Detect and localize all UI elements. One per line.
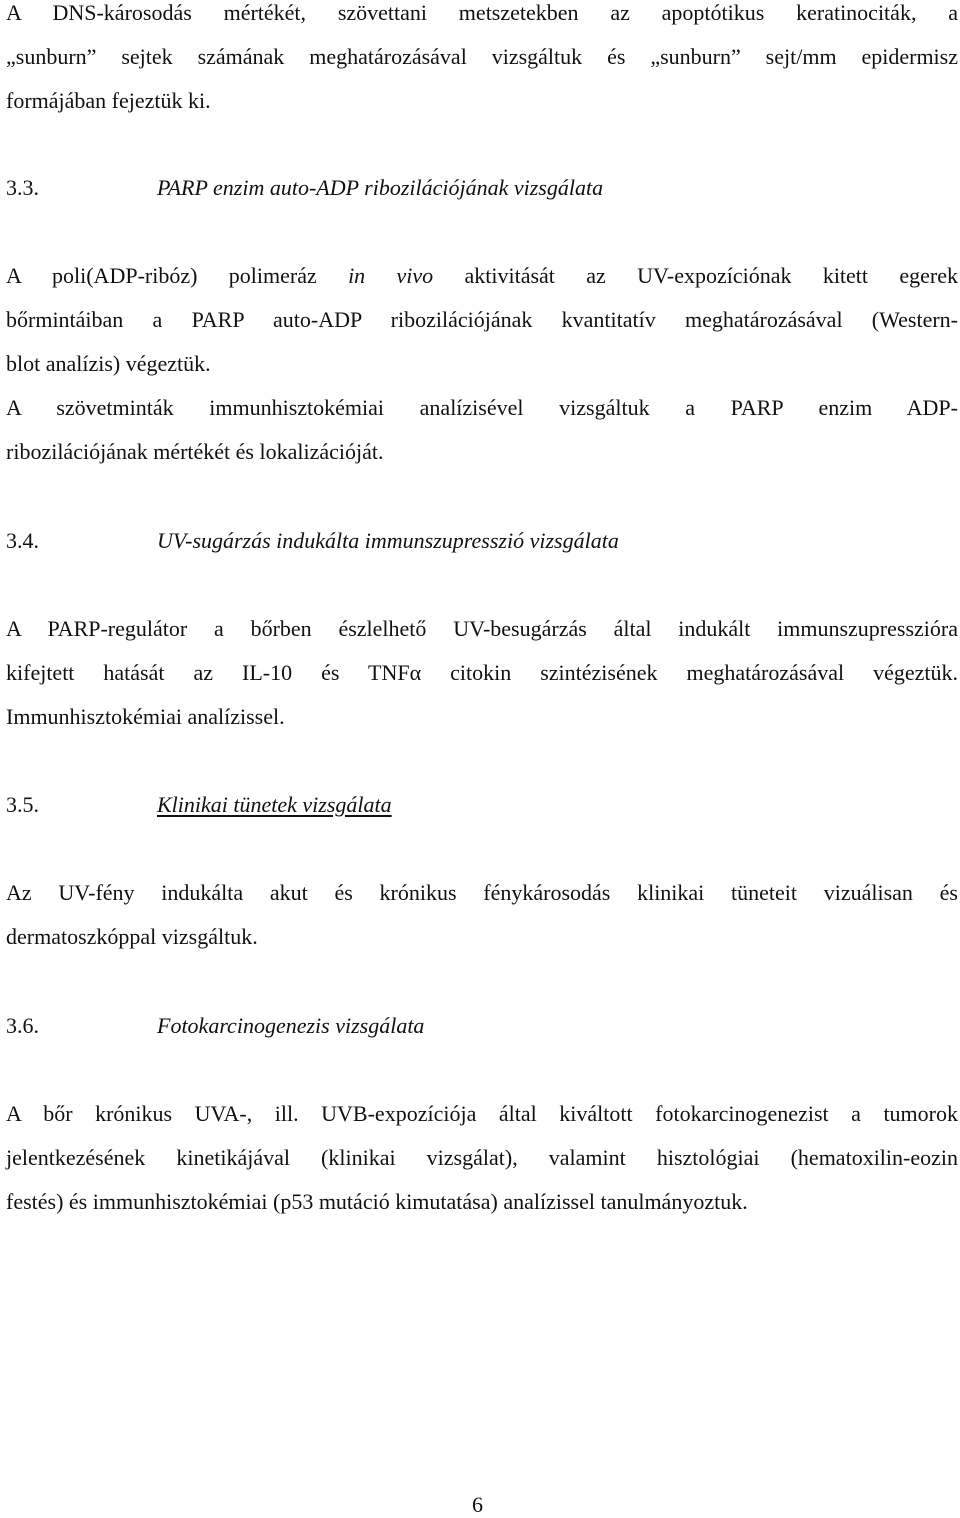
section-3-5-paragraph <box>6 871 958 959</box>
paragraph-line: kifejtett hatását az IL-10 és TNFα citokin szintézisének meghatározásával végeztük. <box>6 660 958 685</box>
paragraph-line: festés) és immunhisztokémiai (p53 mutáció kimutatása) analízissel tanulmányoztuk. <box>6 1189 748 1214</box>
page-number: 6 <box>472 1492 483 1517</box>
section-title: UV-sugárzás indukálta immunszupresszió vizsgálata <box>157 528 619 553</box>
section-3-4-paragraph <box>6 607 958 739</box>
intro-paragraph <box>6 0 958 123</box>
paragraph-line: ribozilációjának mértékét és lokalizációját. <box>6 439 384 464</box>
paragraph-line: Immunhisztokémiai analízissel. <box>6 704 285 729</box>
emphasis-in-vivo: in vivo <box>348 263 434 288</box>
section-title: Fotokarcinogenezis vizsgálata <box>157 1013 425 1038</box>
section-title: PARP enzim auto-ADP ribozilációjának vizsgálata <box>157 175 604 200</box>
section-3-6-paragraph <box>6 1092 958 1224</box>
section-number: 3.3. <box>6 175 39 200</box>
paragraph-line: blot analízis) végeztük. <box>6 351 211 376</box>
paragraph-line: Az UV-fény indukálta akut és krónikus fénykárosodás klinikai tüneteit vizuálisan és <box>6 880 958 905</box>
intro-line-3: formájában fejeztük ki. <box>6 88 211 113</box>
intro-line-2: „sunburn” sejtek számának meghatározásával vizsgáltuk és „sunburn” sejt/mm epidermisz <box>6 44 958 69</box>
section-title: Klinikai tünetek vizsgálata <box>157 792 392 817</box>
section-number: 3.4. <box>6 528 39 553</box>
paragraph-line: A PARP-regulátor a bőrben észlelhető UV-besugárzás által indukált immunszupresszióra <box>6 616 958 641</box>
paragraph-line: A poli(ADP-ribóz) polimeráz in vivo aktivitását az UV-expozíciónak kitett egerek <box>6 263 958 288</box>
section-number: 3.6. <box>6 1013 39 1038</box>
paragraph-line: A szövetminták immunhisztokémiai analízisével vizsgáltuk a PARP enzim ADP- <box>6 395 958 420</box>
section-3-3-paragraph-2 <box>6 386 958 474</box>
section-3-3-paragraph-1 <box>6 254 958 386</box>
paragraph-line: dermatoszkóppal vizsgáltuk. <box>6 924 258 949</box>
intro-line-1: A DNS-károsodás mértékét, szövettani metszetekben az apoptótikus keratinociták, a <box>6 0 958 25</box>
paragraph-line: bőrmintáiban a PARP auto-ADP ribozilációjának kvantitatív meghatározásával (Western- <box>6 307 958 332</box>
paragraph-line: A bőr krónikus UVA-, ill. UVB-expozíciója által kiváltott fotokarcinogenezist a tumorok <box>6 1101 958 1126</box>
section-number: 3.5. <box>6 792 39 817</box>
paragraph-line: jelentkezésének kinetikájával (klinikai vizsgálat), valamint hisztológiai (hematoxilin-eozin <box>6 1145 958 1170</box>
